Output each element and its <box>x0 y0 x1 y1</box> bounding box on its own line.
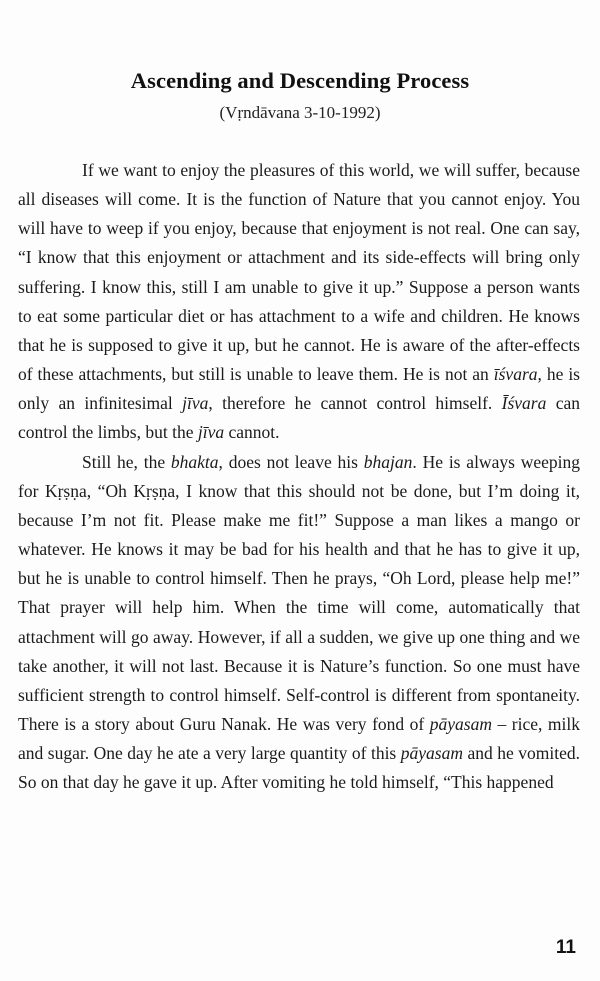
italic-term: bhakta <box>170 451 219 472</box>
italic-term: pāyasam <box>400 743 463 764</box>
text-run: and he vomited. So on that day he gave it up. After vomiting he told himself, “This happened <box>18 743 581 793</box>
chapter-subtitle: (Vṛndāvana 3-10-1992) <box>219 103 381 122</box>
italic-term: pāyasam <box>429 713 492 734</box>
paragraph-2 <box>18 448 580 798</box>
page-number: 11 <box>555 937 576 958</box>
text-run: cannot. <box>224 422 280 443</box>
text-run: , does not leave his <box>218 451 364 472</box>
text-run: , therefore he cannot control himself. <box>208 393 502 414</box>
text-run: – rice, milk and sugar. One day he ate a very large quantity of this <box>18 713 581 764</box>
paragraph-1 <box>18 156 580 448</box>
text-run: Still he, the <box>82 451 171 472</box>
italic-term: jīva <box>197 422 225 443</box>
text-run: can control the limbs, but the <box>18 393 580 443</box>
text-run: . He is always weeping for Kṛṣṇa, “Oh Kṛṣṇa, I know that this should not be done, but I’m doing it, because I’m not fit. Please make me fit!” Suppose a man likes a mango or whatever. He knows it may be bad for his health and that he has to give it up, but he is unable to control himself. Then he prays, “Oh Lord, please help me!” That prayer will help him. When the time will come, automatically that attachment will go away. However, if all a sudden, we give up one thing and we take another, it will not last. Because it is Nature’s function. So one must have sufficient strength to control himself. Self-control is different from spontaneity. There is a story about Guru Nanak. He was very fond of <box>18 451 580 734</box>
italic-term: jīva <box>182 393 209 414</box>
text-run: , he is only an infinitesimal <box>18 364 580 414</box>
chapter-title: Ascending and Descending Process <box>130 68 470 93</box>
text-run: If we want to enjoy the pleasures of this world, we will suffer, because all diseases will come. It is the function of Nature that you cannot enjoy. You will have to weep if you enjoy, because that enjoyment is not real. One can say, “I know that this enjoyment or attachment and its side-effects will bring only suffering. I know this, still I am unable to give it up.” Suppose a person wants to eat some particular diet or has attachment to a wife and children. He knows that he is supposed to give it up, but he cannot. He is aware of the after-effects of these attachments, but still is unable to leave them. He is not an <box>18 160 580 385</box>
italic-term: bhajan <box>363 451 413 472</box>
body-text <box>18 156 580 797</box>
italic-term: īśvara <box>493 364 538 385</box>
italic-term: Īśvara <box>501 393 547 414</box>
